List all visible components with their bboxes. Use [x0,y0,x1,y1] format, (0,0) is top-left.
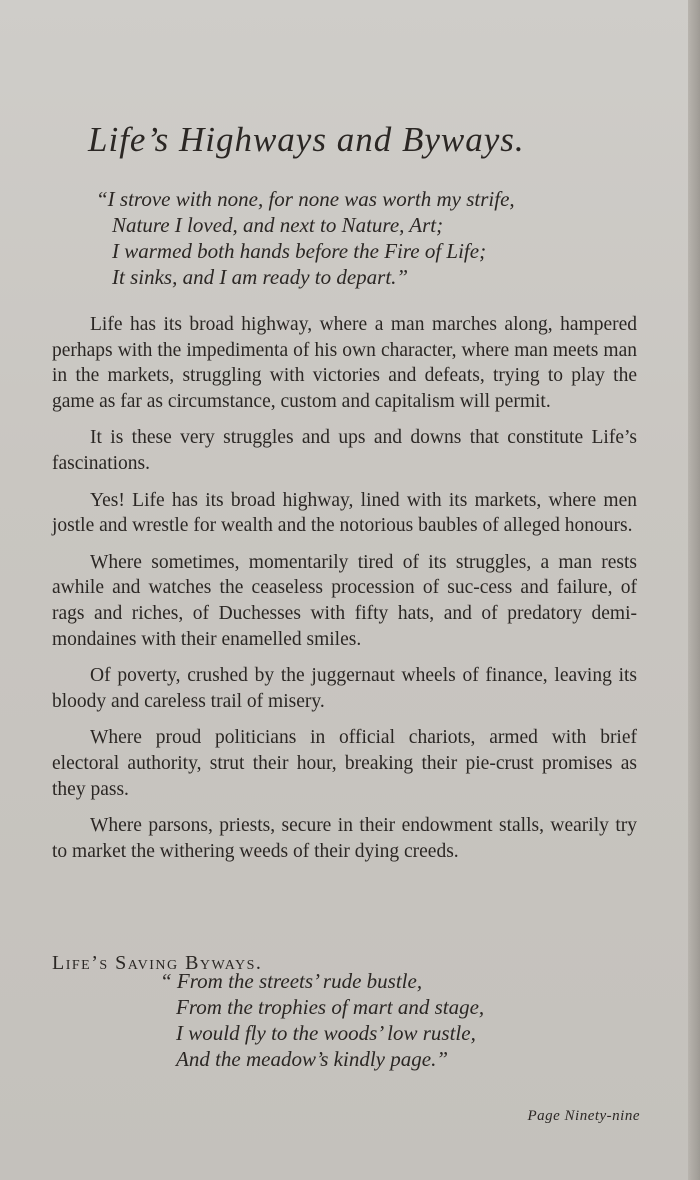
verse-line: Nature I loved, and next to Nature, Art; [112,213,444,237]
body-text [52,312,637,875]
paragraph: Yes! Life has its broad highway, lined with its markets, where men jostle and wrestle for wealth and the notorious baubles of alleged honours. [52,489,637,537]
paragraph: Where sometimes, momentarily tired of its struggles, a man rests awhile and watches the ceaseless procession of suc-cess and failure, of rags and riches, of Duchesses with fifty hats, and of predatory demi-mondaines with their enamelled smiles. [52,551,637,650]
section-heading: Life’s Saving Byways. [52,952,263,974]
chapter-title: Life’s Highways and Byways. [88,120,525,159]
paragraph: Life has its broad highway, where a man marches along, hampered perhaps with the impedimenta of his own character, where man meets man in the markets, struggling with victories and defeats, trying to play the game as far as circumstance, custom and capitalism will permit. [52,314,637,412]
verse-line: And the meadow’s kindly page.” [176,1047,448,1071]
verse-line: “I strove with none, for none was worth my strife, [96,187,515,211]
closing-verse [160,968,484,1072]
verse-line: It sinks, and I am ready to depart.” [112,265,409,289]
paragraph: Where proud politicians in official chariots, armed with brief electoral authority, strut their hour, breaking their pie-crust promises as they pass. [52,727,637,800]
paragraph: Of poverty, crushed by the juggernaut wheels of finance, leaving its bloody and careless trail of misery. [52,665,637,712]
verse-line: I would fly to the woods’ low rustle, [176,1021,476,1045]
page-spine-edge [688,0,700,1180]
page-number: Page Ninety-nine [527,1108,640,1124]
epigraph-verse [96,186,515,290]
verse-line: From the trophies of mart and stage, [176,995,485,1019]
paragraph: Where parsons, priests, secure in their endowment stalls, wearily try to market the withering weeds of their dying creeds. [52,815,637,862]
verse-line: “ From the streets’ rude bustle, [160,969,423,993]
paragraph: It is these very struggles and ups and downs that constitute Life’s fascinations. [52,427,637,474]
verse-line: I warmed both hands before the Fire of Life; [112,239,487,263]
